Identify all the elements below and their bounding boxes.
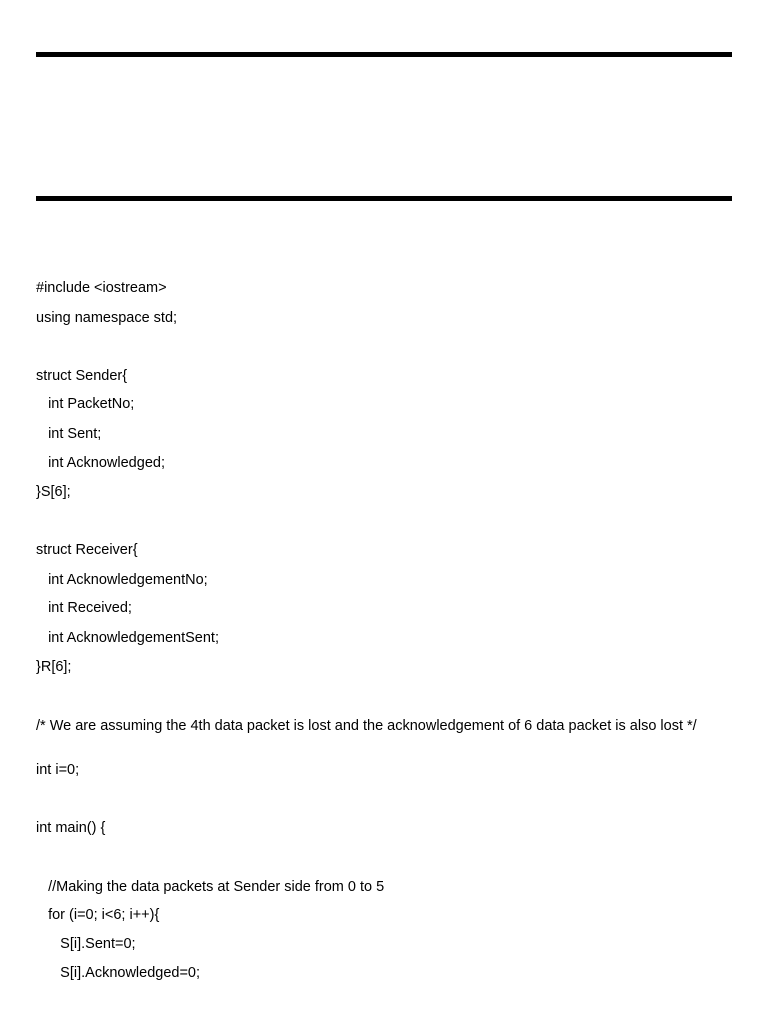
top-rule: [36, 52, 732, 57]
code-line-acknowledged-assign: S[i].Acknowledged=0;: [36, 965, 201, 981]
code-line-acknowledged: int Acknowledged;: [36, 455, 165, 471]
code-line-int-i: int i=0;: [36, 762, 80, 778]
code-line-include: #include <iostream>: [36, 280, 167, 296]
code-line-main: int main() {: [36, 820, 106, 836]
code-line-sent: int Sent;: [36, 426, 102, 442]
bottom-rule: [36, 196, 732, 201]
code-line-acknowledgementno: int AcknowledgementNo;: [36, 572, 208, 588]
code-line-namespace: using namespace std;: [36, 310, 178, 326]
code-comment-making-packets: //Making the data packets at Sender side from 0 to 5: [36, 879, 385, 895]
code-line-packetno: int PacketNo;: [36, 396, 135, 412]
code-line-sender-close: }S[6];: [36, 484, 71, 500]
code-line-received: int Received;: [36, 600, 132, 616]
code-line-acknowledgementsent: int AcknowledgementSent;: [36, 630, 219, 646]
code-comment-assumption: /* We are assuming the 4th data packet is lost and the acknowledgement of 6 data packet is also lost */: [36, 718, 697, 734]
code-line-sent-assign: S[i].Sent=0;: [36, 936, 136, 952]
code-line-struct-receiver: struct Receiver{: [36, 542, 138, 558]
code-line-receiver-close: }R[6];: [36, 659, 72, 675]
code-line-struct-sender: struct Sender{: [36, 368, 128, 384]
code-line-for-loop: for (i=0; i<6; i++){: [36, 907, 160, 923]
